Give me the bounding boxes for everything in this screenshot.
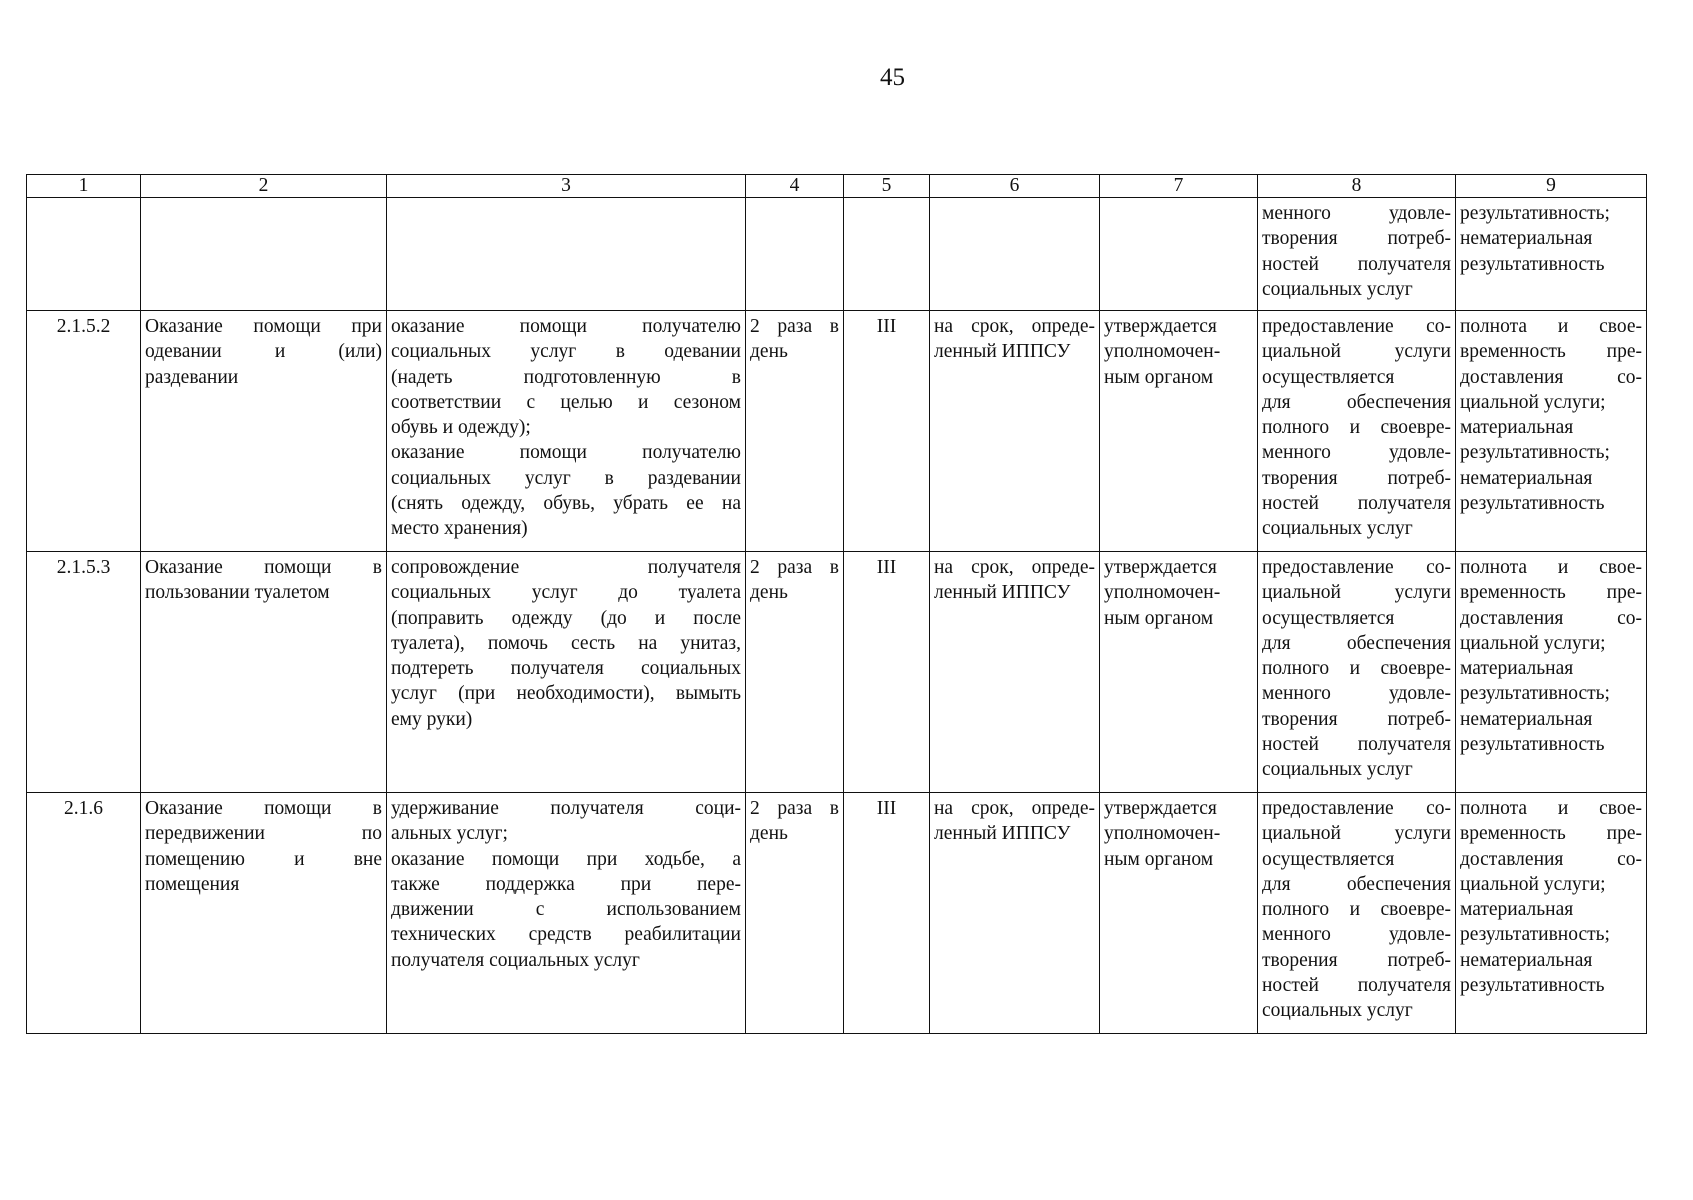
text-line: осуществляется [1262,366,1395,388]
empty-cell [387,198,746,311]
text-line: временность пре- [1460,582,1642,604]
text-line: ностей получателя [1262,493,1451,515]
text-line: утверждается [1104,557,1217,578]
table-row [27,793,1647,1034]
text-line: помещению и вне [145,848,382,870]
text-line: социальных услуг [1262,759,1413,781]
service-content-cell [387,552,746,793]
text-line: полнота и свое- [1460,557,1642,578]
header-row [27,175,1647,198]
text-line: уполномочен- [1104,582,1221,604]
text-line: доставления со- [1460,848,1642,870]
text-line: место хранения) [391,518,528,540]
text-line: оказание помощи при ходьбе, а [391,848,741,870]
text-line: ным органом [1104,607,1214,629]
text-line: социальных услуг [1262,518,1413,540]
header-cell: 4 [746,175,844,198]
term-cell [930,311,1100,552]
text-line: уполномочен- [1104,341,1221,363]
text-line: менного удовле- [1262,442,1451,464]
indicators-cell [1456,311,1647,552]
service-name-cell [141,793,387,1034]
text-line: менного удовле- [1262,203,1451,224]
text-line: результативность [1460,253,1605,275]
text-line: движении с использованием [391,899,741,921]
text-line: для обеспечения [1262,873,1451,895]
text-line: ленный ИППСУ [934,582,1071,604]
text-line: результативность; [1460,203,1610,224]
text-line: ностей получателя [1262,253,1451,275]
header-cell: 7 [1100,175,1258,198]
text-line: полнота и свое- [1460,316,1642,337]
text-line: получателя социальных услуг [391,949,640,971]
header-cell: 9 [1456,175,1647,198]
text-line: (поправить одежду (до и после [391,607,741,629]
text-line: творения потреб- [1262,949,1451,971]
text-line: также поддержка при пере- [391,873,741,895]
indicators-cell [1456,198,1647,311]
text-line: для обеспечения [1262,391,1451,413]
conditions-cell [1258,793,1456,1034]
text-line: материальная [1460,899,1574,921]
header-cell: 3 [387,175,746,198]
empty-cell [930,198,1100,311]
text-line: циальной услуги; [1460,391,1606,413]
text-line: раздевании [145,366,239,388]
text-line: осуществляется [1262,607,1395,629]
text-line: оказание помощи получателю [391,316,741,337]
text-line: социальных услуг [1262,1000,1413,1022]
frequency-cell [746,552,844,793]
text-line: Оказание помощи в [145,557,382,578]
text-line: результативность; [1460,442,1610,464]
text-line: технических средств реабилитации [391,924,741,946]
text-line: нематериальная [1460,949,1593,971]
text-line: циальной услуги; [1460,873,1606,895]
text-line: менного удовле- [1262,924,1451,946]
header-cell: 5 [844,175,930,198]
text-line: предоставление со- [1262,557,1451,578]
text-line: менного удовле- [1262,683,1451,705]
text-line: результативность; [1460,683,1610,705]
text-line: пользовании туалетом [145,582,330,604]
indicators-cell [1456,552,1647,793]
term-cell [930,793,1100,1034]
text-line: обувь и одежду); [391,417,531,439]
text-line: сопровождение получателя [391,557,741,578]
category-cell: III [844,793,930,1034]
category-cell: III [844,552,930,793]
text-line: день [750,341,788,363]
text-line: предоставление со- [1262,798,1451,819]
text-line: осуществляется [1262,848,1395,870]
conditions-cell [1258,311,1456,552]
indicators-cell [1456,793,1647,1034]
text-line: утверждается [1104,798,1217,819]
text-line: ностей получателя [1262,734,1451,756]
empty-cell [844,198,930,311]
table-row [27,311,1647,552]
header-cell: 2 [141,175,387,198]
text-line: 2 раза в [750,557,839,578]
text-line: день [750,823,788,845]
text-line: творения потреб- [1262,228,1451,250]
text-line: социальных услуг до туалета [391,582,741,604]
frequency-cell [746,793,844,1034]
text-line: материальная [1460,658,1574,680]
text-line: временность пре- [1460,823,1642,845]
text-line: социальных услуг [1262,278,1413,300]
service-name-cell [141,552,387,793]
text-line: результативность; [1460,924,1610,946]
text-line: соответствии с целью и сезоном [391,391,741,413]
empty-cell [1100,198,1258,311]
text-line: результативность [1460,734,1605,756]
text-line: оказание помощи получателю [391,442,741,464]
text-line: подтереть получателя социальных [391,658,741,680]
text-line: результативность [1460,975,1605,997]
text-line: ленный ИППСУ [934,341,1071,363]
text-line: творения потреб- [1262,708,1451,730]
text-line: циальной услуги [1262,582,1451,604]
text-line: нематериальная [1460,467,1593,489]
empty-cell [141,198,387,311]
conditions-cell [1258,198,1456,311]
text-line: ленный ИППСУ [934,823,1071,845]
text-line: альных услуг; [391,823,508,845]
text-line: ему руки) [391,708,473,730]
text-line: творения потреб- [1262,467,1451,489]
text-line: помещения [145,873,240,895]
text-line: (надеть подготовленную в [391,366,741,388]
table-row [27,552,1647,793]
text-line: нематериальная [1460,228,1593,250]
header-cell: 1 [27,175,141,198]
text-line: доставления со- [1460,366,1642,388]
frequency-cell [746,311,844,552]
conditions-cell [1258,552,1456,793]
text-line: социальных услуг в раздевании [391,467,741,489]
text-line: материальная [1460,417,1574,439]
text-line: на срок, опреде- [934,798,1095,819]
text-line: социальных услуг в одевании [391,341,741,363]
text-line: ным органом [1104,366,1214,388]
text-line: полного и своевре- [1262,899,1451,921]
price-cell [1100,552,1258,793]
text-line: уполномочен- [1104,823,1221,845]
text-line: нематериальная [1460,708,1593,730]
text-line: циальной услуги [1262,341,1451,363]
text-line: полного и своевре- [1262,658,1451,680]
text-line: полнота и свое- [1460,798,1642,819]
text-line: полного и своевре- [1262,417,1451,439]
text-line: удерживание получателя соци- [391,798,741,819]
continuation-row [27,198,1647,311]
services-table [26,174,1647,1034]
empty-cell [27,198,141,311]
empty-cell [746,198,844,311]
text-line: одевании и (или) [145,341,382,363]
text-line: Оказание помощи при [145,316,382,337]
text-line: циальной услуги; [1460,632,1606,654]
text-line: утверждается [1104,316,1217,337]
term-cell [930,552,1100,793]
text-line: передвижении по [145,823,382,845]
text-line: ностей получателя [1262,975,1451,997]
header-cell: 6 [930,175,1100,198]
service-content-cell [387,793,746,1034]
text-line: Оказание помощи в [145,798,382,819]
price-cell [1100,311,1258,552]
text-line: ным органом [1104,848,1214,870]
text-line: на срок, опреде- [934,316,1095,337]
header-cell: 8 [1258,175,1456,198]
text-line: 2 раза в [750,316,839,337]
text-line: предоставление со- [1262,316,1451,337]
text-line: на срок, опреде- [934,557,1095,578]
text-line: 2 раза в [750,798,839,819]
row-number: 2.1.5.2 [27,311,141,552]
text-line: день [750,582,788,604]
price-cell [1100,793,1258,1034]
text-line: циальной услуги [1262,823,1451,845]
page-number: 45 [880,64,905,91]
text-line: услуг (при необходимости), вымыть [391,683,741,705]
row-number: 2.1.5.3 [27,552,141,793]
text-line: туалета), помочь сесть на унитаз, [391,632,741,654]
text-line: для обеспечения [1262,632,1451,654]
text-line: результативность [1460,493,1605,515]
service-name-cell [141,311,387,552]
text-line: временность пре- [1460,341,1642,363]
service-content-cell [387,311,746,552]
text-line: доставления со- [1460,607,1642,629]
text-line: (снять одежду, обувь, убрать ее на [391,493,741,515]
category-cell: III [844,311,930,552]
row-number: 2.1.6 [27,793,141,1034]
